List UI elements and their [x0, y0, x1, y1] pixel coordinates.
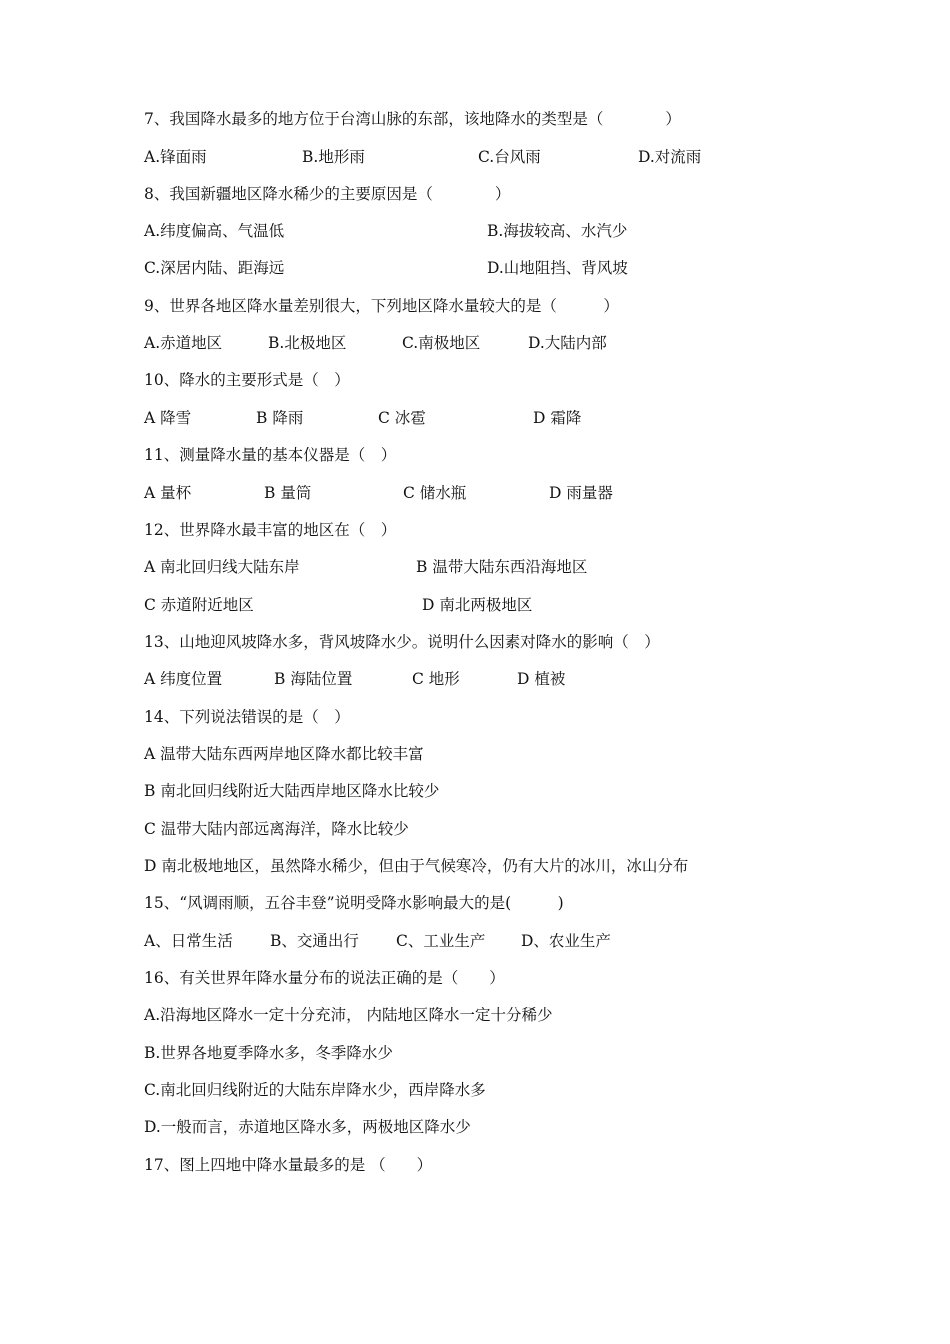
option-b: B 量筒: [264, 484, 312, 502]
question-16: 16、有关世界年降水量分布的说法正确的是（ ）: [144, 969, 505, 987]
question-10: 10、降水的主要形式是（ ）: [144, 371, 350, 389]
option-c: C 地形: [412, 670, 460, 688]
option-a: A、日常生活: [144, 932, 233, 950]
option-a: A 量杯: [144, 484, 192, 502]
option-a: A 温带大陆东西两岸地区降水都比较丰富: [144, 745, 424, 763]
option-d: D.一般而言，赤道地区降水多，两极地区降水少: [144, 1118, 471, 1136]
option-b: B.地形雨: [302, 148, 365, 166]
option-b: B.海拔较高、水汽少: [487, 222, 628, 240]
option-c: C 冰雹: [378, 409, 426, 427]
option-b: B 温带大陆东西沿海地区: [416, 558, 588, 576]
question-14: 14、下列说法错误的是（ ）: [144, 708, 350, 726]
option-d: D、农业生产: [521, 932, 611, 950]
option-c: C 温带大陆内部远离海洋，降水比较少: [144, 820, 409, 838]
question-9: 9、世界各地区降水量差别很大，下列地区降水量较大的是（ ）: [144, 297, 619, 315]
option-a: A 纬度位置: [144, 670, 223, 688]
option-d: D 南北两极地区: [422, 596, 533, 614]
question-7: 7、我国降水最多的地方位于台湾山脉的东部，该地降水的类型是（ ）: [144, 110, 681, 128]
option-d: D 南北极地地区，虽然降水稀少，但由于气候寒冷，仍有大片的冰川，冰山分布: [144, 857, 689, 875]
option-d: D.大陆内部: [528, 334, 607, 352]
option-a: A 降雪: [144, 409, 192, 427]
option-c: C、工业生产: [396, 932, 486, 950]
option-b: B 降雨: [256, 409, 304, 427]
option-a: A.纬度偏高、气温低: [144, 222, 285, 240]
option-a: A.沿海地区降水一定十分充沛， 内陆地区降水一定十分稀少: [144, 1006, 553, 1024]
option-c: C.南北回归线附近的大陆东岸降水少，西岸降水多: [144, 1081, 486, 1099]
option-a: A 南北回归线大陆东岸: [144, 558, 300, 576]
option-b: B.世界各地夏季降水多，冬季降水少: [144, 1044, 393, 1062]
question-13: 13、山地迎风坡降水多，背风坡降水少。说明什么因素对降水的影响（ ）: [144, 633, 660, 651]
option-a: A.赤道地区: [144, 334, 223, 352]
option-b: B.北极地区: [268, 334, 347, 352]
option-d: D.对流雨: [638, 148, 702, 166]
question-8: 8、我国新疆地区降水稀少的主要原因是（ ）: [144, 185, 511, 203]
option-c: C 赤道附近地区: [144, 596, 254, 614]
option-c: C.台风雨: [478, 148, 541, 166]
option-b: B 海陆位置: [274, 670, 353, 688]
question-15: 15、“风调雨顺，五谷丰登”说明受降水影响最大的是( ): [144, 894, 564, 912]
option-c: C.深居内陆、距海远: [144, 259, 285, 277]
option-c: C 储水瓶: [403, 484, 467, 502]
option-b: B 南北回归线附近大陆西岸地区降水比较少: [144, 782, 440, 800]
option-d: D 雨量器: [549, 484, 613, 502]
option-c: C.南极地区: [402, 334, 481, 352]
question-17: 17、图上四地中降水量最多的是 （ ）: [144, 1156, 433, 1174]
question-11: 11、测量降水量的基本仪器是（ ）: [144, 446, 397, 464]
option-b: B、交通出行: [270, 932, 359, 950]
option-d: D.山地阻挡、背风坡: [487, 259, 628, 277]
question-12: 12、世界降水最丰富的地区在（ ）: [144, 521, 397, 539]
option-d: D 植被: [517, 670, 566, 688]
option-d: D 霜降: [533, 409, 582, 427]
option-a: A.锋面雨: [144, 148, 207, 166]
